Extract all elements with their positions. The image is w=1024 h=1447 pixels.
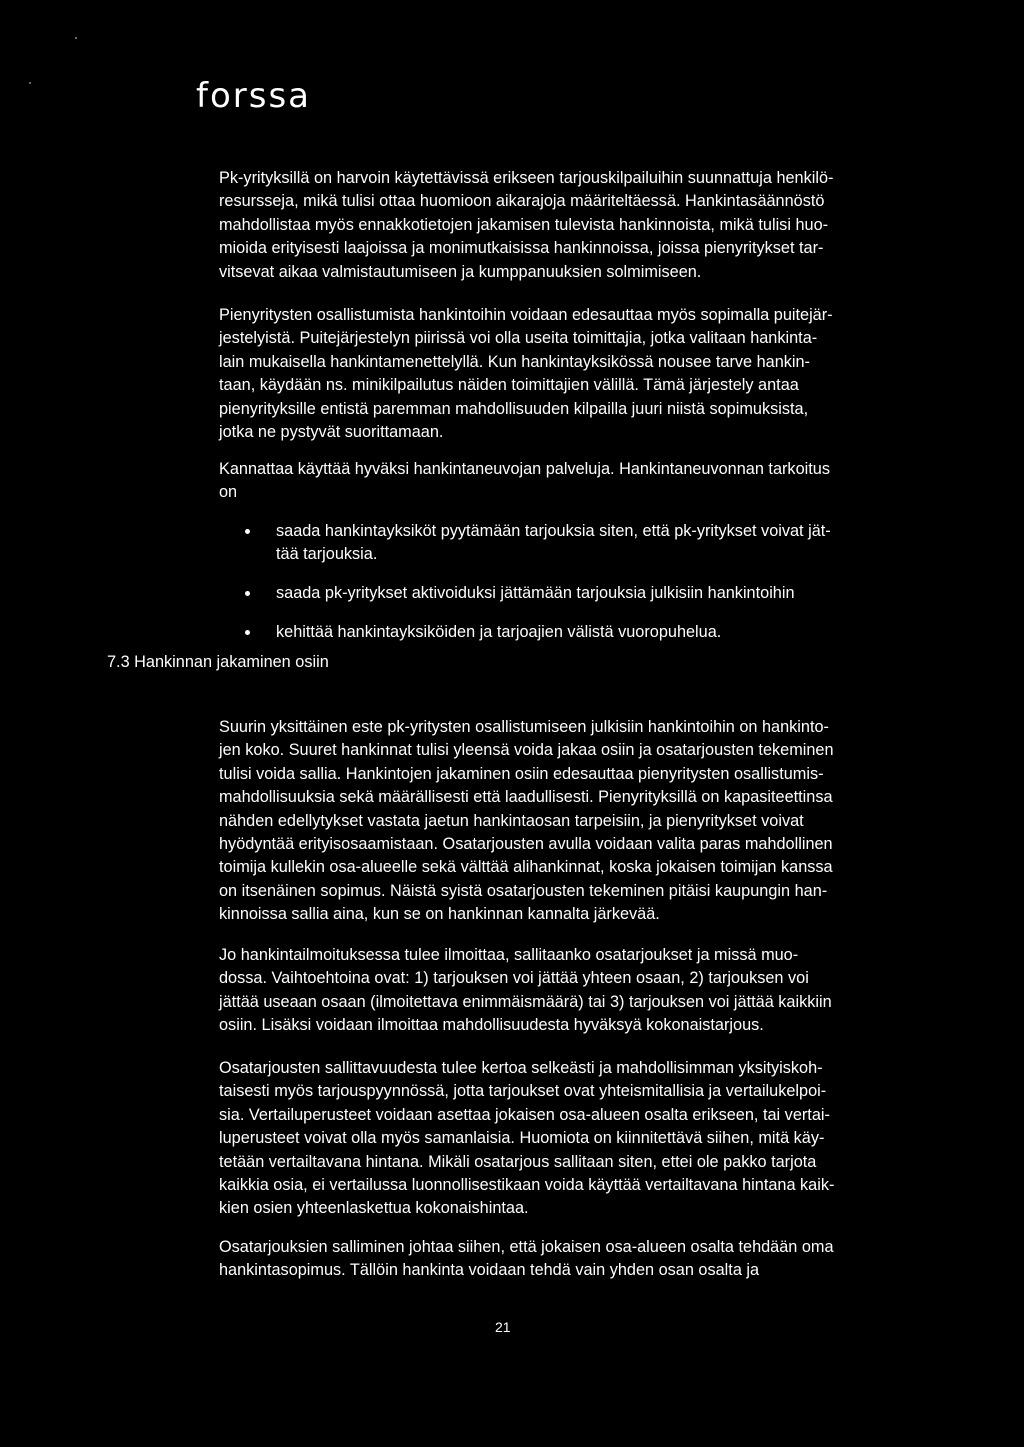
paragraph: [219, 167, 833, 284]
section-heading: 7.3 Hankinnan jakaminen osiin: [107, 653, 329, 671]
text-line: tää tarjouksia.: [276, 545, 378, 564]
text-line: hyödyntää erityisosaamistaan. Osatarjousten avulla voidaan valita paras mahdollinen: [219, 835, 833, 854]
text-line: taisesti myös tarjouspyynnössä, jotta tarjoukset ovat yhteismitallisia ja vertailukelpoi-: [219, 1082, 827, 1101]
paragraph: [219, 944, 832, 1038]
text-line: mioida erityisesti laajoissa ja monimutkaisissa hankinnoissa, joissa pienyritykset tar-: [219, 239, 824, 258]
text-line: lain mukaisella hankintamenettelyllä. Kun hankintayksikössä nousee tarve hankin-: [219, 352, 810, 371]
text-line: mahdollistaa myös ennakkotietojen jakamisen tulevista hankinnoista, mikä tulisi huo-: [219, 215, 829, 234]
forssa-logo: forssa: [196, 76, 312, 116]
text-line: kehittää hankintayksiköiden ja tarjoajien välistä vuoropuhelua.: [276, 623, 722, 641]
text-line: jotka ne pystyvät suorittamaan.: [219, 423, 444, 442]
text-line: saada hankintayksiköt pyytämään tarjouksia siten, että pk-yritykset voivat jät-: [276, 522, 831, 540]
text-line: kien osien yhteenlaskettua kokonaishintaa.: [219, 1199, 529, 1218]
text-line: Suurin yksittäinen este pk-yritysten osallistumiseen julkisiin hankintoihin on hankinto-: [219, 718, 829, 736]
bullet-text: [276, 582, 795, 605]
bullet-text: [276, 520, 831, 567]
text-line: tulisi voida sallia. Hankintojen jakaminen osiin edesauttaa pienyritysten osallistumis-: [219, 764, 824, 783]
paragraph: [219, 1057, 834, 1221]
text-line: Kannattaa käyttää hyväksi hankintaneuvojan palveluja. Hankintaneuvonnan tarkoitus: [219, 460, 830, 478]
text-line: sia. Vertailuperusteet voidaan asettaa jokaisen osa-alueen osalta erikseen, tai vertai-: [219, 1105, 830, 1124]
text-line: Osatarjousten sallittavuudesta tulee kertoa selkeästi ja mahdollisimman yksityiskoh-: [219, 1059, 823, 1077]
text-line: on itsenäinen sopimus. Näistä syistä osatarjousten tekeminen pitäisi kaupungin han-: [219, 881, 828, 900]
text-line: Osatarjouksien salliminen johtaa siihen, että jokaisen osa-alueen osalta tehdään oma: [219, 1238, 834, 1256]
text-line: tetään vertailtavana hintana. Mikäli osatarjous sallitaan siten, ettei ole pakko tarjota: [219, 1152, 817, 1171]
text-line: Pk-yrityksillä on harvoin käytettävissä erikseen tarjouskilpailuihin suunnattuja henkilö-: [219, 169, 834, 187]
text-line: dossa. Vaihtoehtoina ovat: 1) tarjouksen voi jättää yhteen osaan, 2) tarjouksen voi: [219, 969, 809, 988]
paragraph: [219, 458, 830, 505]
paragraph: [219, 1236, 834, 1283]
text-line: nähden edellytykset vastata jaetun hankintaosan tarpeisiin, ja pienyritykset voivat: [219, 811, 804, 830]
text-line: resursseja, mikä tulisi ottaa huomioon aikarajoja määriteltäessä. Hankintasäännöstö: [219, 192, 825, 211]
bullet-icon: [245, 529, 250, 534]
text-line: saada pk-yritykset aktivoiduksi jättämään tarjouksia julkisiin hankintoihin: [276, 584, 795, 602]
paragraph: [219, 716, 834, 927]
bullet-icon: [245, 630, 250, 635]
text-line: jättää useaan osaan (ilmoitettava enimmäismäärä) tai 3) tarjouksen voi jättää kaikkiin: [219, 992, 832, 1011]
text-line: taan, käydään ns. minikilpailutus näiden toimittajien välillä. Tämä järjestely antaa: [219, 376, 799, 395]
text-line: toimija kullekin osa-alueelle sekä välttää alihankinnat, koska jokaisen toimijan kanssa: [219, 858, 833, 877]
bullet-icon: [245, 591, 250, 596]
page-number: 21: [495, 1319, 511, 1335]
text-line: pienyrityksille entistä paremman mahdollisuuden kilpailla juuri niistä sopimuksista,: [219, 399, 809, 418]
paragraph: [219, 304, 833, 444]
text-line: jestelyistä. Puitejärjestelyn piirissä voi olla useita toimittajia, jotka valitaan hankinta-: [219, 329, 818, 348]
text-line: kinnoissa sallia aina, kun se on hankinnan kannalta järkevää.: [219, 905, 660, 924]
text-line: vitsevat aikaa valmistautumiseen ja kumppanuuksien solmimiseen.: [219, 262, 702, 281]
text-line: osiin. Lisäksi voidaan ilmoittaa mahdollisuudesta hyväksyä kokonaistarjous.: [219, 1016, 764, 1035]
text-line: Jo hankintailmoituksessa tulee ilmoittaa, sallitaanko osatarjoukset ja missä muo-: [219, 946, 799, 964]
text-line: Pienyritysten osallistumista hankintoihin voidaan edesauttaa myös sopimalla puitejär-: [219, 306, 833, 324]
text-line: on: [219, 483, 238, 502]
text-line: luperusteet voivat olla myös samanlaisia. Huomiota on kiinnitettävä siihen, mitä käy-: [219, 1129, 825, 1148]
text-line: jen koko. Suuret hankinnat tulisi yleensä voida jakaa osiin ja osatarjousten tekeminen: [219, 741, 834, 760]
text-line: hankintasopimus. Tällöin hankinta voidaan tehdä vain yhden osan osalta ja: [219, 1261, 760, 1280]
bullet-text: [276, 621, 721, 644]
scan-speck: [29, 82, 31, 84]
text-line: kaikkia osia, ei vertailussa luonnollisestikaan voida käyttää vertailtavana hintana kaik-: [219, 1176, 835, 1195]
scan-speck: [75, 37, 77, 39]
text-line: mahdollisuuksia sekä määrällisesti että laadullisesti. Pienyrityksillä on kapasiteettinsa: [219, 788, 833, 807]
